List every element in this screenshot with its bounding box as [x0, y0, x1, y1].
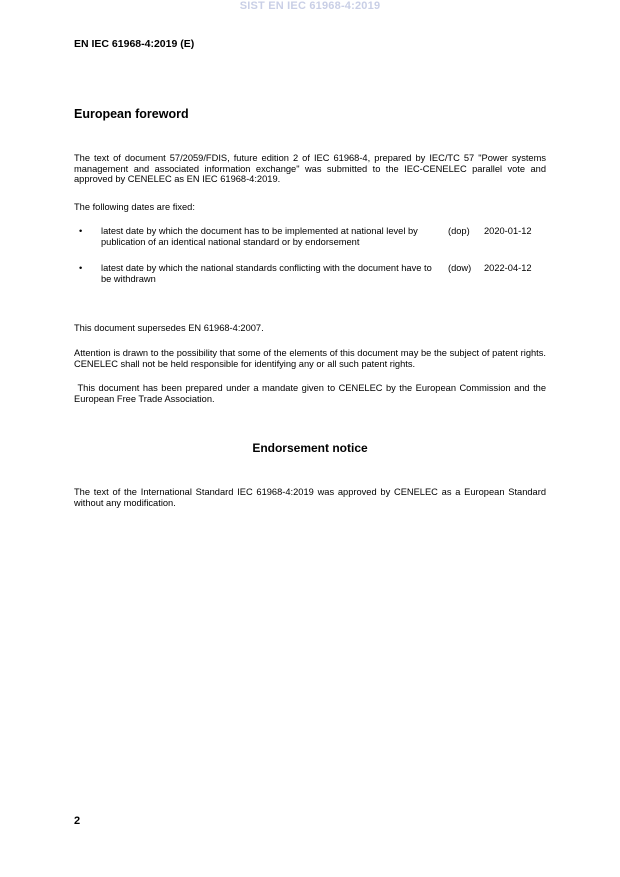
mandate-paragraph: This document has been prepared under a mandate given to CENELEC by the European Commission and the European Free Trade Association.	[74, 383, 549, 404]
patent-paragraph: Attention is drawn to the possibility that some of the elements of this document may be the subject of patent rights. CENELEC shall not be held responsible for identifying any or all such patent rights.	[74, 348, 546, 369]
foreword-heading: European foreword	[74, 107, 189, 121]
document-identifier: EN IEC 61968-4:2019 (E)	[74, 38, 195, 50]
date-item-dow	[74, 263, 546, 285]
watermark: SIST EN IEC 61968-4:2019	[239, 0, 381, 12]
date-item-description: latest date by which the national standards conflicting with the document have to be withdrawn	[101, 263, 432, 284]
foreword-intro-paragraph: The text of document 57/2059/FDIS, future edition 2 of IEC 61968-4, prepared by IEC/TC 57 "Power systems management and associated information exchange" was submitted to the IEC-CENELEC parallel vote and approved by CENELEC as EN IEC 61968-4:2019.	[74, 153, 546, 185]
date-item-date: 2022-04-12	[484, 263, 532, 273]
date-item-code: (dow)	[448, 263, 472, 273]
endorsement-paragraph: The text of the International Standard IEC 61968-4:2019 was approved by CENELEC as a European Standard without any modification.	[74, 487, 546, 508]
supersedes-paragraph: This document supersedes EN 61968-4:2007.	[74, 323, 264, 333]
page-number: 2	[74, 815, 81, 827]
date-item-description: latest date by which the document has to be implemented at national level by publication of an identical national standard or by endorsement	[101, 226, 418, 247]
endorsement-heading: Endorsement notice	[252, 441, 368, 455]
date-item-date: 2020-01-12	[484, 226, 532, 236]
bullet-icon: •	[79, 263, 83, 273]
date-item-code: (dop)	[448, 226, 470, 236]
dates-lead-text: The following dates are fixed:	[74, 202, 195, 212]
bullet-icon: •	[79, 226, 83, 236]
date-item-dop	[74, 226, 546, 248]
